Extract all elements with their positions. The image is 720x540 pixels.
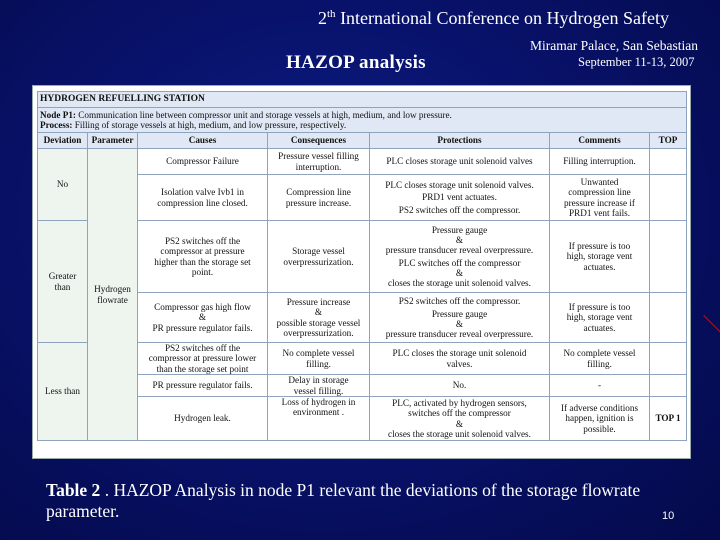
deviation-greater-than: Greater than — [38, 221, 88, 343]
cause-cell: PS2 switches off the compressor at pressure higher than the storage set point. — [138, 221, 268, 293]
consequence-cell: Loss of hydrogen in environment . — [268, 397, 370, 441]
consequence-cell: Delay in storage vessel filling. — [268, 375, 370, 397]
protection-cell: No. — [370, 375, 550, 397]
top-cell — [650, 343, 687, 375]
consequence-cell: Pressure increase & possible storage vessel overpressurization. — [268, 293, 370, 343]
conference-title: 2th International Conference on Hydrogen Safety — [318, 8, 669, 28]
slide-title: HAZOP analysis — [286, 52, 426, 73]
protection-cell: PLC closes storage unit solenoid valves — [370, 149, 550, 175]
column-header-parameter: Parameter — [88, 133, 138, 149]
deviation-less-than: Less than — [38, 343, 88, 441]
deviation-no: No — [38, 149, 88, 221]
top-cell — [650, 293, 687, 343]
protection-cell: Pressure gauge & pressure transducer reveal overpressure. PLC switches off the compressor & closes the storage unit solenoid valves. — [370, 221, 550, 293]
top-cell: TOP 1 — [650, 397, 687, 441]
cause-cell: Hydrogen leak. — [138, 397, 268, 441]
column-header-causes: Causes — [138, 133, 268, 149]
conference-venue: Miramar Palace, San Sebastian — [530, 38, 698, 53]
cause-cell: Isolation valve Ivb1 in compression line closed. — [138, 175, 268, 221]
comment-cell: If pressure is too high, storage vent actuates. — [550, 221, 650, 293]
page-number: 10 — [662, 510, 675, 522]
comment-cell: If pressure is too high, storage vent actuates. — [550, 293, 650, 343]
comment-cell: Filling interruption. — [550, 149, 650, 175]
section-title: HYDROGEN REFUELLING STATION — [38, 92, 687, 108]
node-description: Node P1: Communication line between compressor unit and storage vessels at high, medium, and low pressure. Process: Filling of storage vessels at high, medium, and low pressure, respectively. — [38, 108, 687, 133]
parameter-cell: Hydrogen flowrate — [88, 149, 138, 441]
protection-cell: PLC closes the storage unit solenoid valves. — [370, 343, 550, 375]
column-header-deviation: Deviation — [38, 133, 88, 149]
table-caption: Table 2 . HAZOP Analysis in node P1 relevant the deviations of the storage flowrate parameter. — [46, 480, 641, 521]
column-header-protections: Protections — [370, 133, 550, 149]
column-header-comments: Comments — [550, 133, 650, 149]
protection-cell: PLC closes storage unit solenoid valves. PRD1 vent actuates. PS2 switches off the compressor. — [370, 175, 550, 221]
top-cell — [650, 175, 687, 221]
table-row — [38, 149, 687, 175]
conference-dates: September 11-13, 2007 — [578, 55, 695, 69]
cause-cell: PR pressure regulator fails. — [138, 375, 268, 397]
consequence-cell: Compression line pressure increase. — [268, 175, 370, 221]
consequence-cell: No complete vessel filling. — [268, 343, 370, 375]
top-cell — [650, 149, 687, 175]
consequence-cell: Pressure vessel filling interruption. — [268, 149, 370, 175]
consequence-cell: Storage vessel overpressurization. — [268, 221, 370, 293]
column-header-row — [38, 133, 687, 149]
top-cell — [650, 375, 687, 397]
protection-cell: PS2 switches off the compressor. Pressure gauge & pressure transducer reveal overpressure. — [370, 293, 550, 343]
hazop-table — [37, 91, 687, 441]
top-cell — [650, 221, 687, 293]
column-header-top: TOP — [650, 133, 687, 149]
comment-cell: - — [550, 375, 650, 397]
comment-cell: Unwanted compression line pressure increase if PRD1 vent fails. — [550, 175, 650, 221]
cause-cell: Compressor Failure — [138, 149, 268, 175]
protection-cell: PLC, activated by hydrogen sensors, switches off the compressor & closes the storage unit solenoid valves. — [370, 397, 550, 441]
column-header-consequences: Consequences — [268, 133, 370, 149]
comment-cell: If adverse conditions happen, ignition is possible. — [550, 397, 650, 441]
comment-cell: No complete vessel filling. — [550, 343, 650, 375]
cause-cell: PS2 switches off the compressor at pressure lower than the storage set point — [138, 343, 268, 375]
decorative-line — [703, 315, 720, 344]
cause-cell: Compressor gas high flow & PR pressure regulator fails. — [138, 293, 268, 343]
hazop-table-panel — [32, 85, 691, 459]
